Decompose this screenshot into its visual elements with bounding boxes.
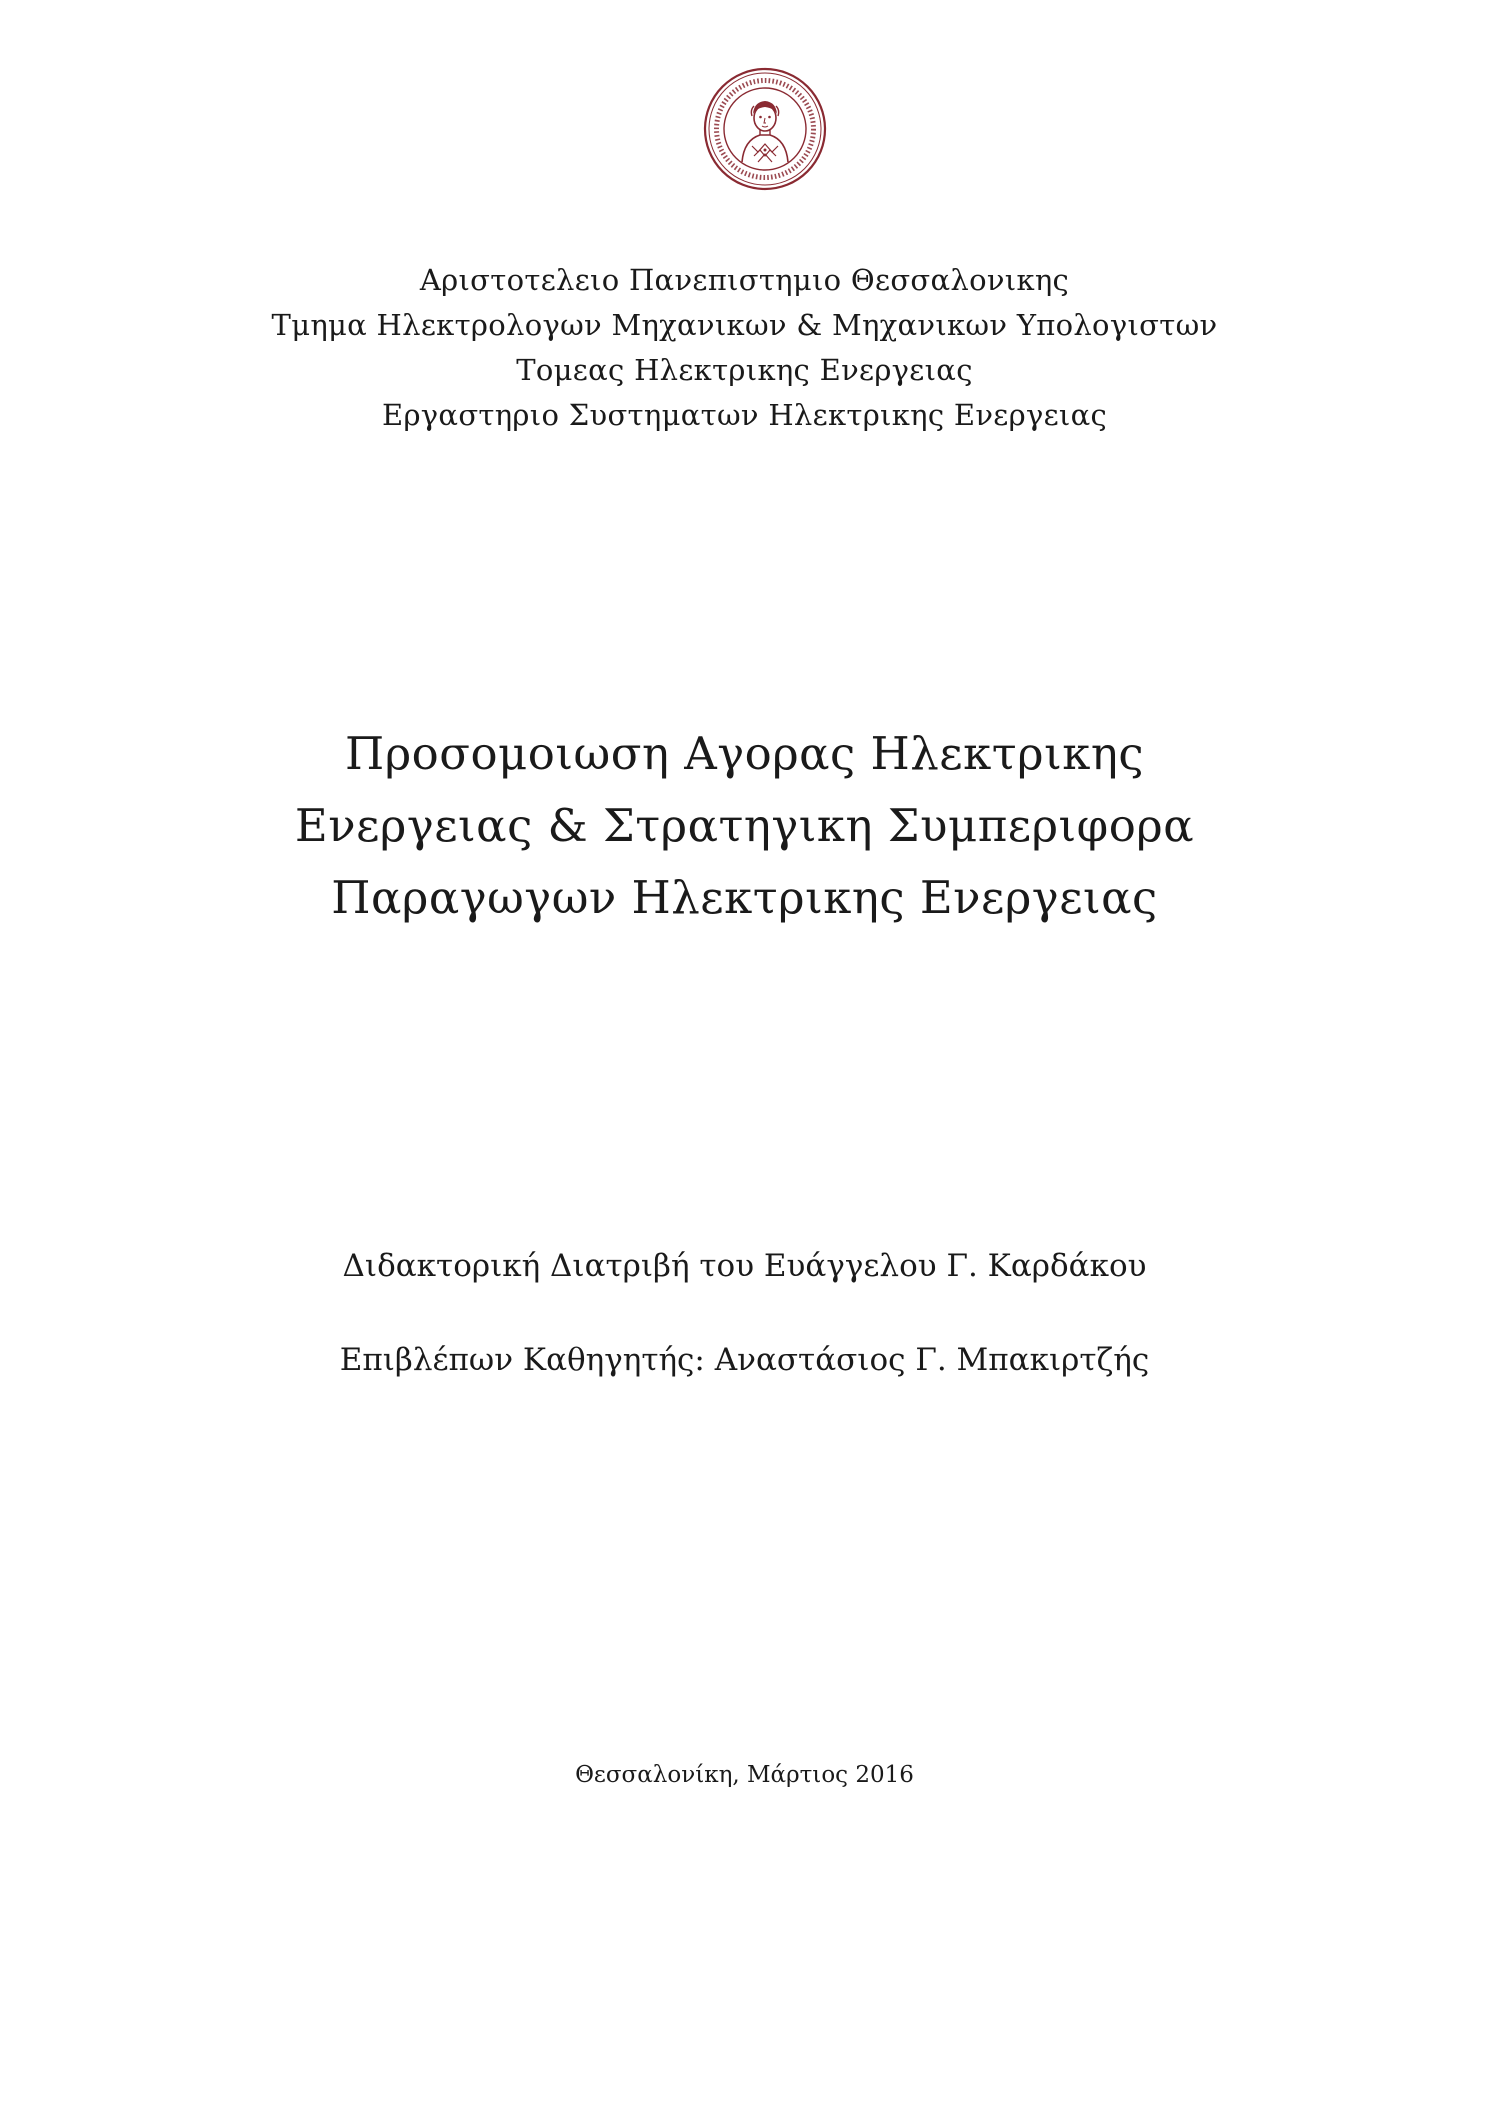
place-date: Θεσσαλονίκη, Μάρτιος 2016	[575, 1762, 914, 1788]
author-line: Διδακτορική Διατριβή του Ευάγγελου Γ. Καρδάκου	[342, 1248, 1147, 1284]
thesis-title-line-3: Παραγωγων Ηλεκτρικης Ενεργειας	[331, 871, 1158, 924]
department-name: Τμημα Ηλεκτρολογων Μηχανικων & Μηχανικων Υπολογιστων	[271, 308, 1218, 342]
supervisor-line: Επιβλέπων Καθηγητής: Αναστάσιος Γ. Μπακιρτζής	[339, 1342, 1150, 1378]
institution-block	[0, 258, 1489, 438]
thesis-title	[0, 718, 1489, 934]
university-seal-icon	[702, 66, 828, 192]
laboratory-name: Εργαστηριο Συστηματων Ηλεκτρικης Ενεργειας	[381, 398, 1108, 432]
university-name: Αριστοτελειο Πανεπιστημιο Θεσσαλονικης	[419, 263, 1070, 297]
thesis-title-line-1: Προσομοιωση Αγορας Ηλεκτρικης	[344, 727, 1145, 780]
thesis-title-line-2: Ενεργειας & Στρατηγικη Συμπεριφορα	[294, 799, 1195, 852]
sector-name: Τομεας Ηλεκτρικης Ενεργειας	[516, 353, 973, 387]
